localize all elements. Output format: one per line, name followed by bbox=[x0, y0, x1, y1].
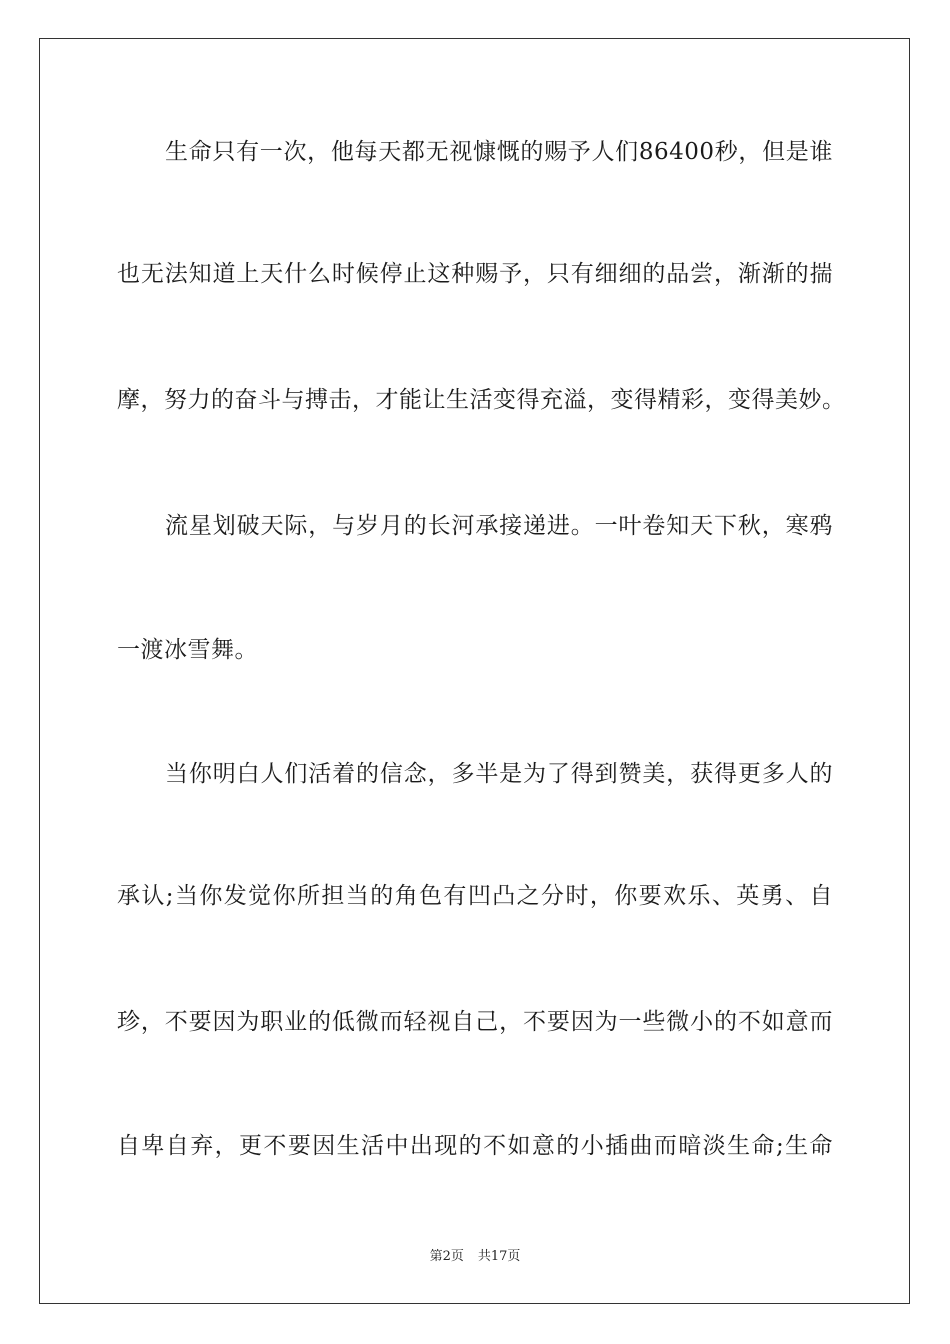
page-footer bbox=[0, 1248, 950, 1266]
text-line-8: 珍，不要因为职业的低微而轻视自己，不要因为一些微小的不如意而 bbox=[117, 1009, 833, 1035]
page-total: 共17页 bbox=[477, 1249, 521, 1264]
page-number: 第2页 bbox=[429, 1249, 464, 1264]
text-line-7: 承认;当你发觉你所担当的角色有凹凸之分时，你要欢乐、英勇、自 bbox=[117, 883, 833, 909]
text-line-3: 摩，努力的奋斗与搏击，才能让生活变得充溢，变得精彩，变得美妙。 bbox=[117, 387, 846, 413]
text-line-5: 一渡冰雪舞。 bbox=[117, 637, 258, 663]
text-line-2: 也无法知道上天什么时候停止这种赐予，只有细细的品尝，渐渐的揣 bbox=[117, 261, 833, 287]
page-frame bbox=[39, 38, 910, 1304]
text-line-4: 流星划破天际，与岁月的长河承接递进。一叶卷知天下秋，寒鸦 bbox=[165, 513, 833, 539]
text-line-1: 生命只有一次，他每天都无视慷慨的赐予人们86400秒，但是谁 bbox=[165, 139, 833, 165]
text-line-9: 自卑自弃，更不要因生活中出现的不如意的小插曲而暗淡生命;生命 bbox=[117, 1133, 833, 1159]
text-line-6: 当你明白人们活着的信念，多半是为了得到赞美，获得更多人的 bbox=[165, 761, 833, 787]
